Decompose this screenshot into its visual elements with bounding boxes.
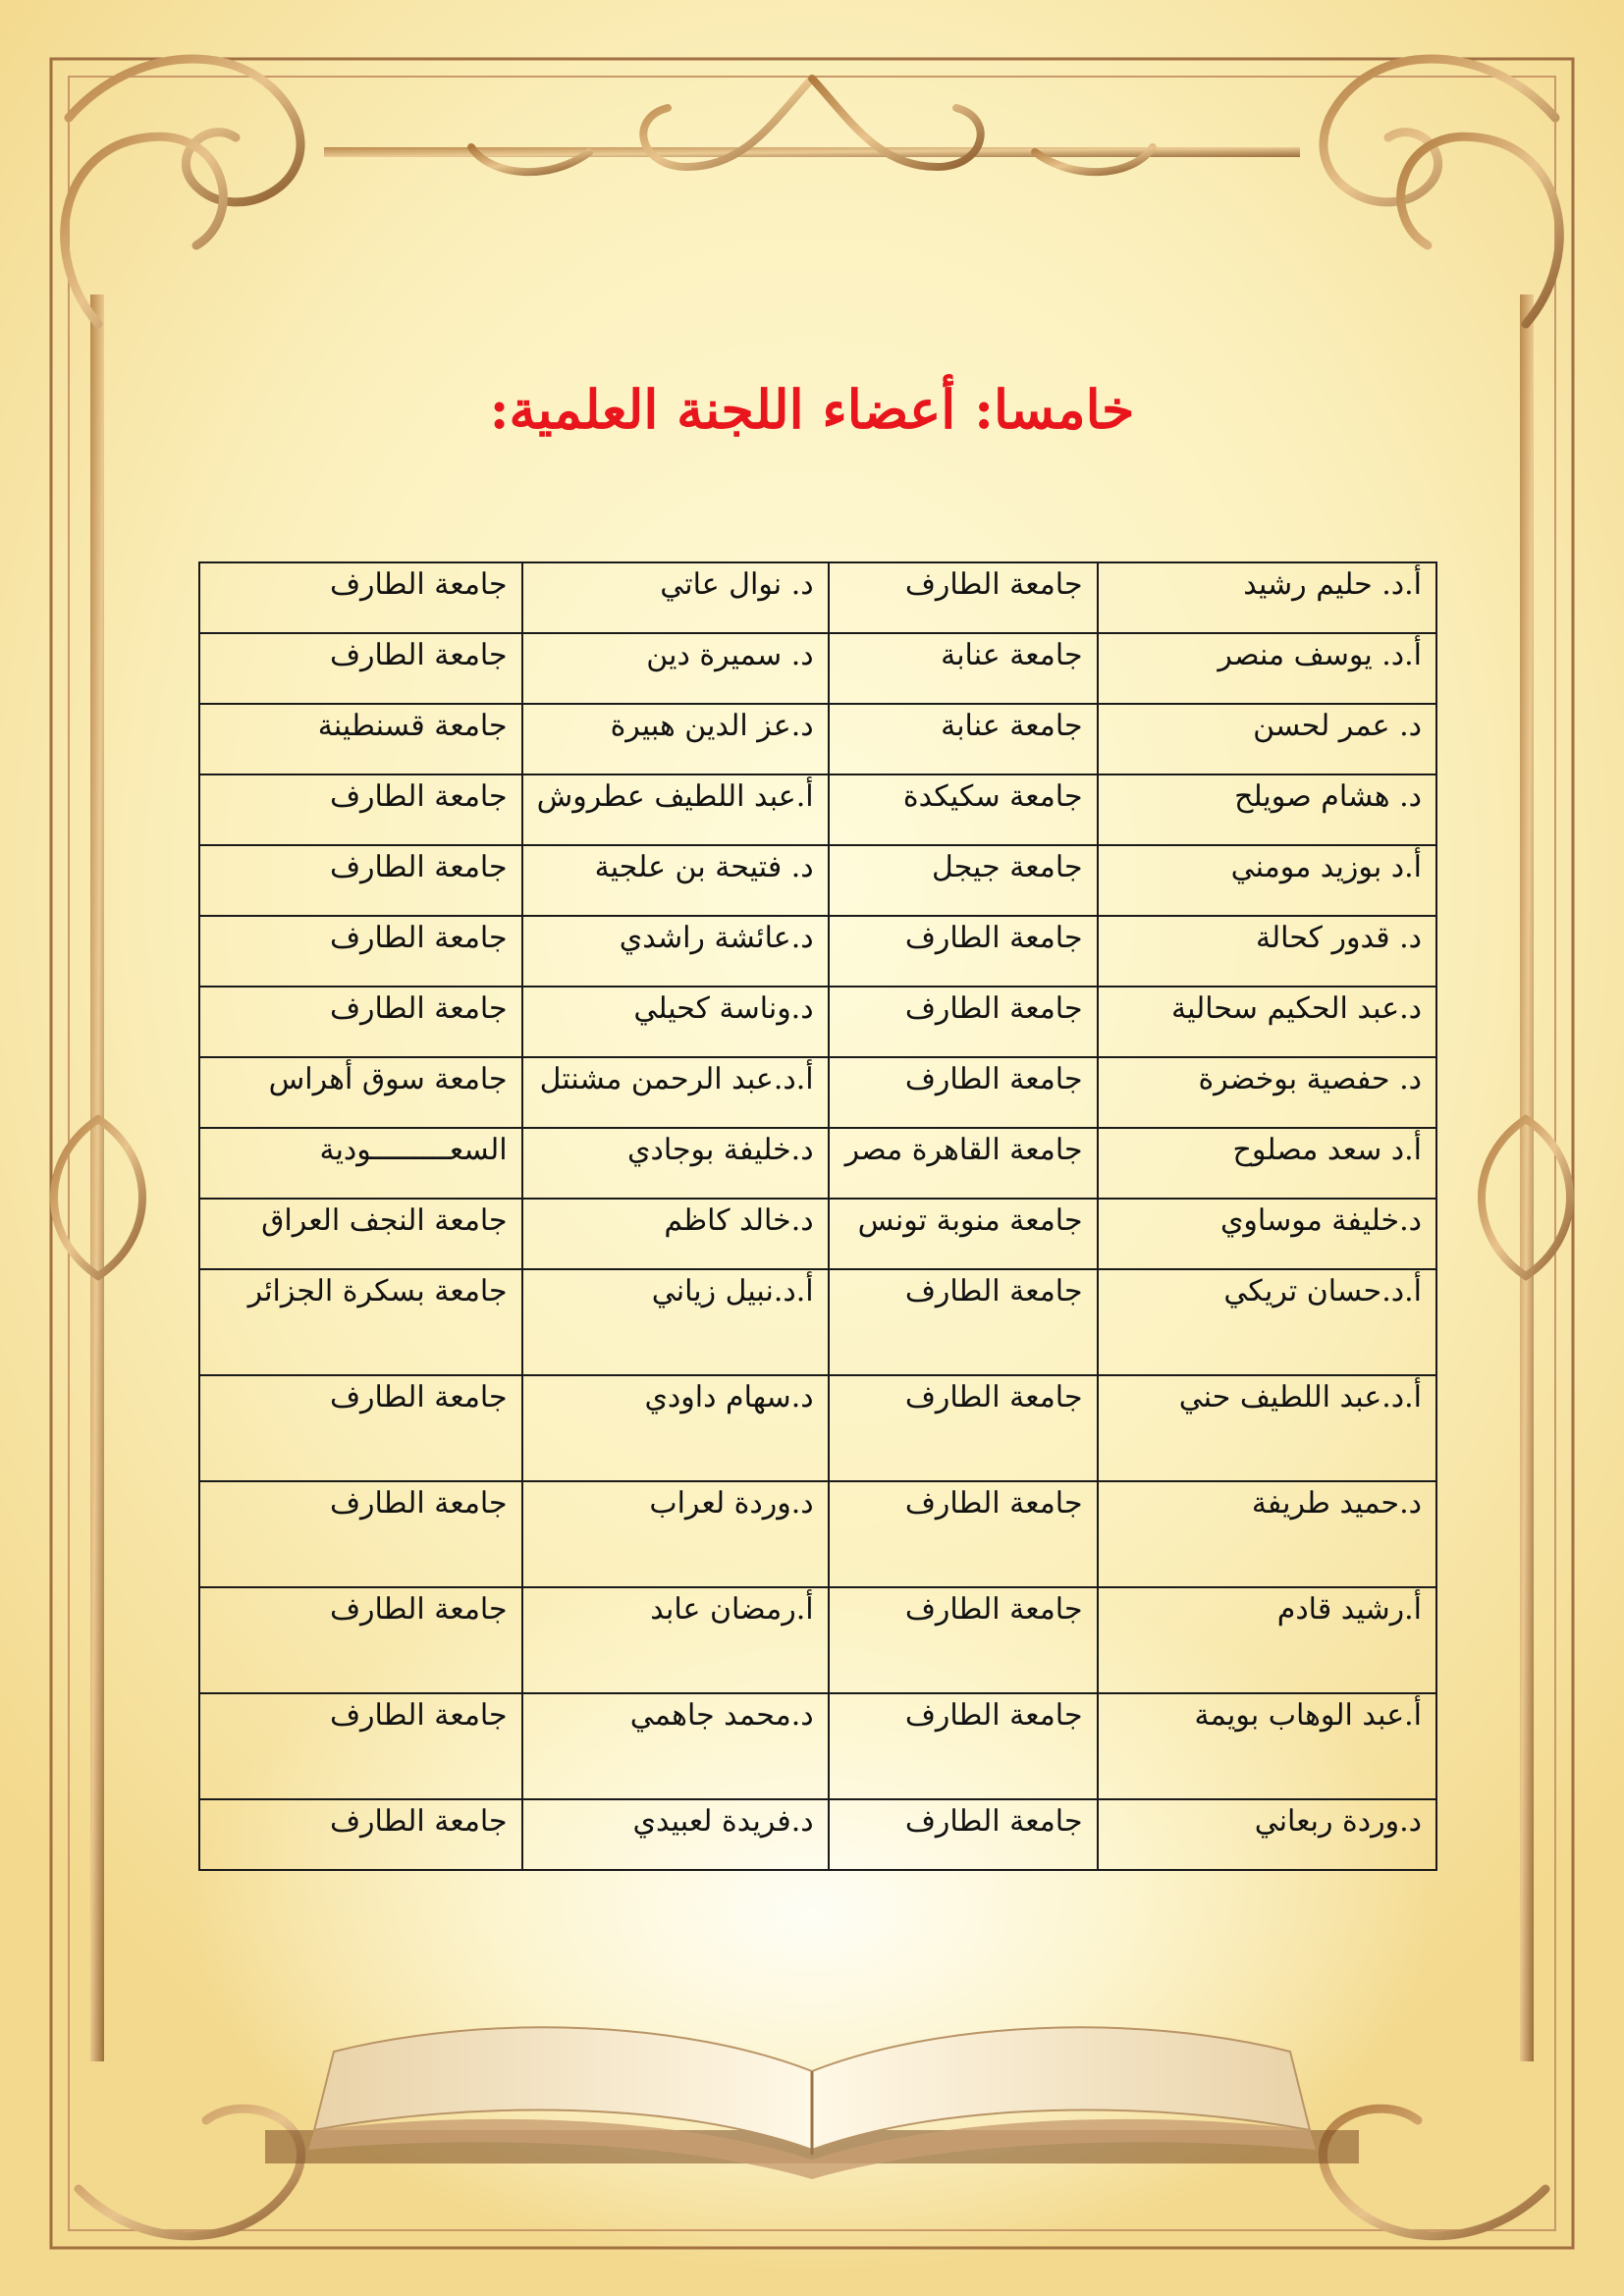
- university-cell: جامعة الطارف: [829, 1587, 1098, 1693]
- table-row: [199, 845, 1436, 916]
- university-cell: جامعة الطارف: [829, 1799, 1098, 1870]
- member-name-cell: أ.رشيد قادم: [1098, 1587, 1437, 1693]
- member-name-cell: د.عز الدين هبيرة: [522, 704, 829, 774]
- university-cell: جامعة بسكرة الجزائر: [199, 1269, 522, 1375]
- table-row: [199, 1375, 1436, 1481]
- member-name-cell: أ.د.عبد اللطيف حني: [1098, 1375, 1437, 1481]
- university-cell: جامعة الطارف: [199, 1481, 522, 1587]
- member-name-cell: د. عمر لحسن: [1098, 704, 1437, 774]
- university-cell: جامعة الطارف: [829, 1693, 1098, 1799]
- member-name-cell: د.عبد الحكيم سحالية: [1098, 987, 1437, 1057]
- member-name-cell: د. سميرة دين: [522, 633, 829, 704]
- table-row: [199, 774, 1436, 845]
- table-row: [199, 1481, 1436, 1587]
- university-cell: جامعة الطارف: [199, 1693, 522, 1799]
- university-cell: جامعة الطارف: [829, 562, 1098, 633]
- university-cell: جامعة جيجل: [829, 845, 1098, 916]
- university-cell: السعـــــــــودية: [199, 1128, 522, 1199]
- member-name-cell: أ.د.نبيل زياني: [522, 1269, 829, 1375]
- university-cell: جامعة سوق أهراس: [199, 1057, 522, 1128]
- member-name-cell: أ.د بوزيد مومني: [1098, 845, 1437, 916]
- member-name-cell: د. حفصية بوخضرة: [1098, 1057, 1437, 1128]
- member-name-cell: د.خليفة بوجادي: [522, 1128, 829, 1199]
- university-cell: جامعة الطارف: [829, 916, 1098, 987]
- university-cell: جامعة الطارف: [199, 916, 522, 987]
- member-name-cell: د.وناسة كحيلي: [522, 987, 829, 1057]
- university-cell: جامعة الطارف: [199, 633, 522, 704]
- table-row: [199, 1199, 1436, 1269]
- member-name-cell: د.وردة لعراب: [522, 1481, 829, 1587]
- table-row: [199, 1057, 1436, 1128]
- member-name-cell: أ.د.حسان تريكي: [1098, 1269, 1437, 1375]
- member-name-cell: أ.د. يوسف منصر: [1098, 633, 1437, 704]
- university-cell: جامعة الطارف: [829, 1375, 1098, 1481]
- member-name-cell: د.محمد جاهمي: [522, 1693, 829, 1799]
- university-cell: جامعة الطارف: [199, 1587, 522, 1693]
- member-name-cell: د. هشام صويلح: [1098, 774, 1437, 845]
- table-row: [199, 1269, 1436, 1375]
- member-name-cell: د.خليفة موساوي: [1098, 1199, 1437, 1269]
- university-cell: جامعة الطارف: [829, 1481, 1098, 1587]
- table-row: [199, 1799, 1436, 1870]
- member-name-cell: د.عائشة راشدي: [522, 916, 829, 987]
- university-cell: جامعة الطارف: [829, 1269, 1098, 1375]
- member-name-cell: د.فريدة لعبيدي: [522, 1799, 829, 1870]
- table-row: [199, 1587, 1436, 1693]
- member-name-cell: د.سهام داودي: [522, 1375, 829, 1481]
- member-name-cell: أ.د.عبد الرحمن مشنتل: [522, 1057, 829, 1128]
- university-cell: جامعة النجف العراق: [199, 1199, 522, 1269]
- table-row: [199, 633, 1436, 704]
- university-cell: جامعة الطارف: [199, 1375, 522, 1481]
- table-row: [199, 1693, 1436, 1799]
- member-name-cell: د.حميد طريفة: [1098, 1481, 1437, 1587]
- member-name-cell: أ.عبد الوهاب بويمة: [1098, 1693, 1437, 1799]
- table-row: [199, 562, 1436, 633]
- members-table: [198, 561, 1437, 1871]
- table-row: [199, 916, 1436, 987]
- university-cell: جامعة الطارف: [199, 845, 522, 916]
- member-name-cell: أ.رمضان عابد: [522, 1587, 829, 1693]
- table-row: [199, 704, 1436, 774]
- table-row: [199, 1128, 1436, 1199]
- university-cell: جامعة عنابة: [829, 704, 1098, 774]
- member-name-cell: د.خالد كاظم: [522, 1199, 829, 1269]
- page-title: خامسا: أعضاء اللجنة العلمية:: [489, 378, 1135, 441]
- university-cell: جامعة منوبة تونس: [829, 1199, 1098, 1269]
- member-name-cell: د. نوال عاتي: [522, 562, 829, 633]
- university-cell: جامعة الطارف: [199, 1799, 522, 1870]
- member-name-cell: أ.عبد اللطيف عطروش: [522, 774, 829, 845]
- university-cell: جامعة الطارف: [199, 562, 522, 633]
- university-cell: جامعة الطارف: [199, 774, 522, 845]
- member-name-cell: د. فتيحة بن علجية: [522, 845, 829, 916]
- member-name-cell: د. قدور كحالة: [1098, 916, 1437, 987]
- university-cell: جامعة الطارف: [829, 1057, 1098, 1128]
- university-cell: جامعة الطارف: [199, 987, 522, 1057]
- member-name-cell: أ.د. حليم رشيد: [1098, 562, 1437, 633]
- table-row: [199, 987, 1436, 1057]
- member-name-cell: أ.د سعد مصلوح: [1098, 1128, 1437, 1199]
- university-cell: جامعة عنابة: [829, 633, 1098, 704]
- university-cell: جامعة قسنطينة: [199, 704, 522, 774]
- member-name-cell: د.وردة ربعاني: [1098, 1799, 1437, 1870]
- university-cell: جامعة القاهرة مصر: [829, 1128, 1098, 1199]
- university-cell: جامعة سكيكدة: [829, 774, 1098, 845]
- university-cell: جامعة الطارف: [829, 987, 1098, 1057]
